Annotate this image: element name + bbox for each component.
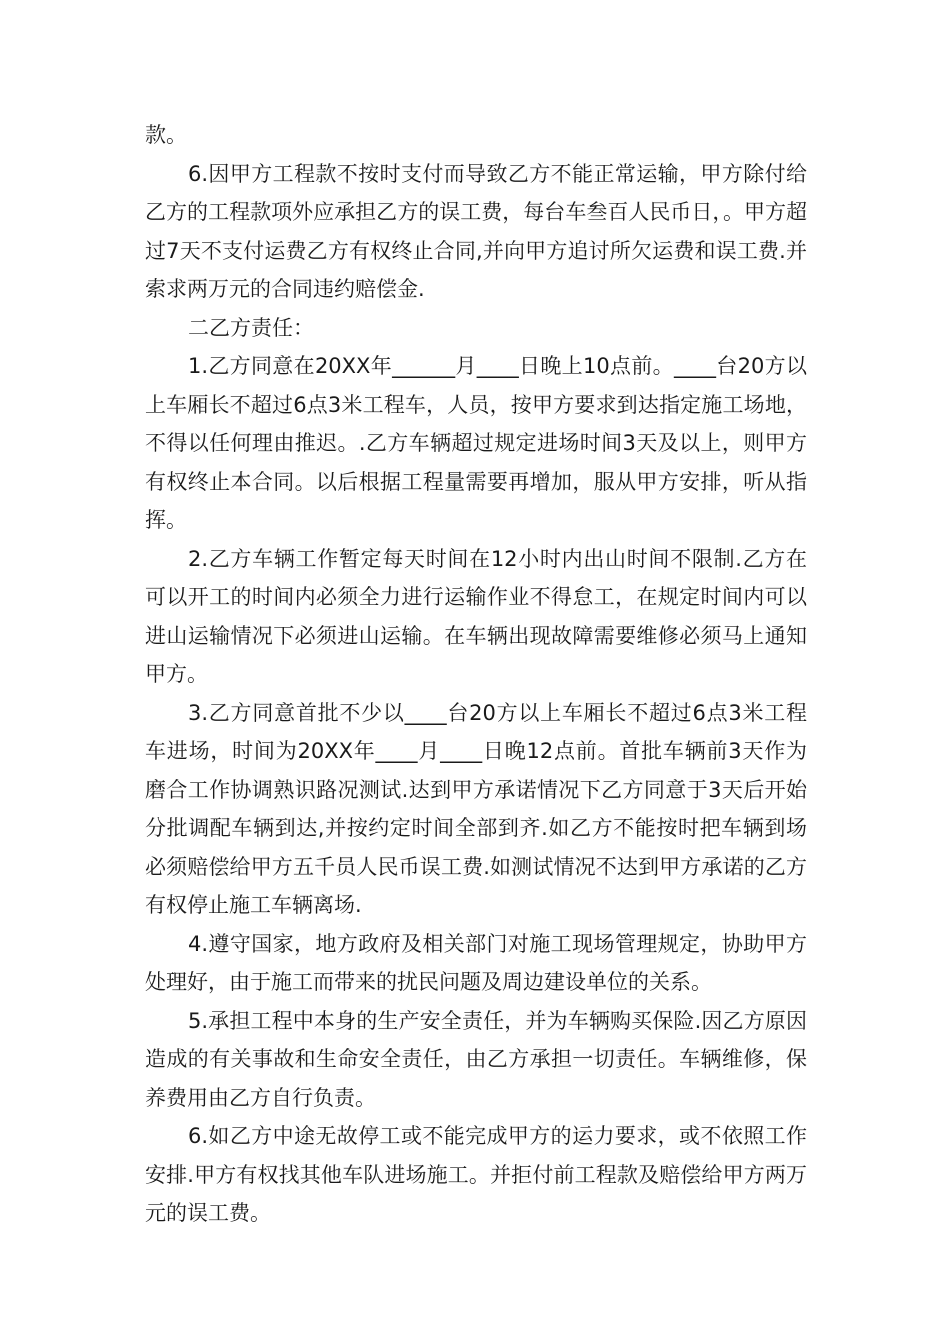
section-heading-party-b-responsibilities: 二乙方责任：	[188, 315, 314, 340]
paragraph-party-a-clause-6: 6.因甲方工程款不按时支付而导致乙方不能正常运输，甲方除付给乙方的工程款项外应承担乙方的误工费，每台车叁百人民币日，。甲方超过7天不支付运费乙方有权终止合同,并向甲方追讨所欠运费和误工费.并索求两万元的合同违约赔偿金.	[145, 161, 807, 301]
paragraph-continuation: 款。	[145, 123, 187, 147]
paragraph-party-b-clause-5: 5.承担工程中本身的生产安全责任，并为车辆购买保险.因乙方原因造成的有关事故和生命安全责任，由乙方承担一切责任。车辆维修，保养费用由乙方自行负责。	[145, 1008, 807, 1110]
paragraph-party-b-clause-1: 1.乙方同意在20XX年______月____日晚上10点前。____台20方以上车厢长不超过6点3米工程车，人员，按甲方要求到达指定施工场地，不得以任何理由推迟。.乙方车辆超过规定进场时间3天及以上，则甲方有权终止本合同。以后根据工程量需要再增加，服从甲方安排，听从指挥。	[145, 354, 807, 532]
paragraph-party-b-clause-2: 2.乙方车辆工作暂定每天时间在12小时内出山时间不限制.乙方在可以开工的时间内必须全力进行运输作业不得怠工，在规定时间内可以进山运输情况下必须进山运输。在车辆出现故障需要维修必须马上通知甲方。	[145, 546, 807, 686]
paragraph-party-b-clause-3: 3.乙方同意首批不少以____台20方以上车厢长不超过6点3米工程车进场，时间为20XX年____月____日晚12点前。首批车辆前3天作为磨合工作协调熟识路况测试.达到甲方承诺情况下乙方同意于3天后开始分批调配车辆到达,并按约定时间全部到齐.如乙方不能按时把车辆到场必须赔偿给甲方五千员人民币误工费.如测试情况不达到甲方承诺的乙方有权停止施工车辆离场.	[145, 700, 807, 917]
paragraph-party-b-clause-6: 6.如乙方中途无故停工或不能完成甲方的运力要求，或不依照工作安排.甲方有权找其他车队进场施工。并拒付前工程款及赔偿给甲方两万元的误工费。	[145, 1124, 807, 1225]
document-body	[145, 116, 807, 1233]
paragraph-party-b-clause-4: 4.遵守国家，地方政府及相关部门对施工现场管理规定，协助甲方处理好，由于施工而带来的扰民问题及周边建设单位的关系。	[145, 931, 807, 994]
